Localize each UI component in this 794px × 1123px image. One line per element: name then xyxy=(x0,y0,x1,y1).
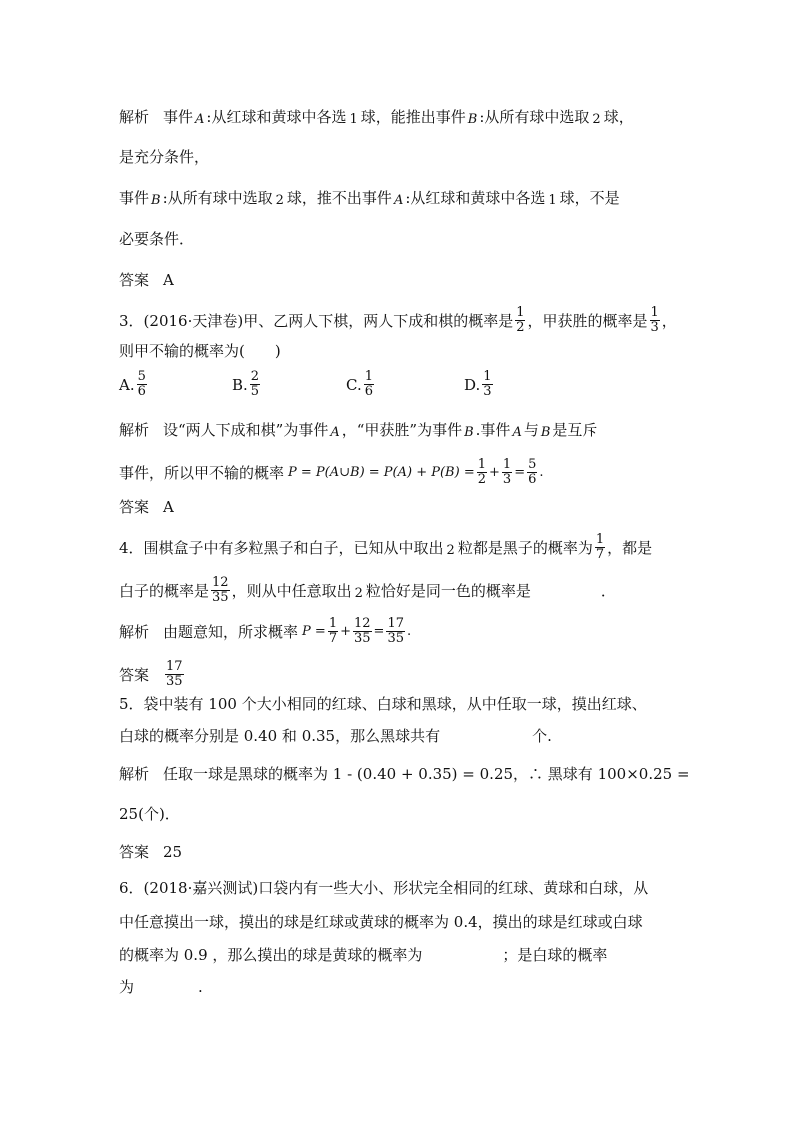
answer-prev: 答案 A xyxy=(119,271,174,289)
solution-tag: 解析 xyxy=(119,108,150,126)
q6-line-3: 的概率为 0.9 ，那么摸出的球是黄球的概率为 ；是白球的概率 xyxy=(119,946,608,964)
q5-line-2: 白球的概率分别是 0.40 和 0.35，那么黑球共有 个. xyxy=(119,727,552,745)
q3-line-1: 3．(2016·天津卷)甲、乙两人下棋，两人下成和棋的概率是 $\frac{1}{2}$ ，甲获胜的概率是 $\frac{1}{3}$ ， xyxy=(119,305,677,335)
solution-prev-line-3: 事件 B :从所有球中选取 2 球，推不出事件 A :从红球和黄球中各选 1 球，不是 xyxy=(119,189,620,208)
q3-solution-line-2: 事件，所以甲不输的概率 P = P(A∪B) = P(A) + P(B) = $\frac{1}{2}$ + $\frac{1}{3}$ = $\frac{5}{6}$ . xyxy=(119,457,544,487)
q5-line-1: 5．袋中装有 100 个大小相同的红球、白球和黑球，从中任取一球，摸出红球、 xyxy=(119,695,647,713)
solution-prev-line-2: 是充分条件， xyxy=(119,148,210,166)
q4-line-2: 白子的概率是 $\frac{12}{35}$ ，则从中任意取出 2 粒恰好是同一色的概率是 ． xyxy=(119,575,616,605)
q6-line-4: 为 . xyxy=(119,978,203,996)
q4-answer: 答案 $\frac{17}{35}$ xyxy=(119,659,183,689)
q3-option-c[interactable]: C. $\frac{1}{6}$ xyxy=(346,369,373,399)
q4-line-1: 4．围棋盒子中有多粒黑子和白子，已知从中取出 2 粒都是黑子的概率为 $\frac{1}{7}$ ，都是 xyxy=(119,532,653,562)
q6-line-2: 中任意摸出一球，摸出的球是红球或黄球的概率为 0.4，摸出的球是红球或白球 xyxy=(119,913,643,931)
q3-solution-line-1: 解析 设“两人下成和棋”为事件 A ，“甲获胜”为事件 B .事件 A 与 B 是互斥 xyxy=(119,421,598,440)
q4-solution: 解析 由题意知，所求概率 P = $\frac{1}{7}$ + $\frac{12}{35}$ = $\frac{17}{35}$ . xyxy=(119,616,412,646)
q5-answer: 答案 25 xyxy=(119,843,183,861)
q3-option-d[interactable]: D. $\frac{1}{3}$ xyxy=(464,369,492,399)
solution-prev-line-1: 解析 事件 A :从红球和黄球中各选 1 球，能推出事件 B :从所有球中选取 2 球， xyxy=(119,108,634,127)
q5-solution-line-1: 解析 任取一球是黑球的概率为 1 - (0.40 + 0.35) = 0.25，∴ 黑球有 100×0.25 = xyxy=(119,765,690,783)
fraction: $\frac{1}{2}$ xyxy=(516,305,525,335)
q3-line-2: 则甲不输的概率为( ) xyxy=(119,342,281,360)
q3-option-a[interactable]: A. $\frac{5}{6}$ xyxy=(119,369,146,399)
fraction: $\frac{1}{3}$ xyxy=(650,305,659,335)
solution-prev-line-4: 必要条件． xyxy=(119,230,195,248)
q5-solution-line-2: 25(个)． xyxy=(119,805,180,823)
q3-option-b[interactable]: B. $\frac{2}{5}$ xyxy=(232,369,260,399)
q6-line-1: 6．(2018·嘉兴测试)口袋内有一些大小、形状完全相同的红球、黄球和白球，从 xyxy=(119,879,649,897)
q3-answer: 答案 A xyxy=(119,498,174,516)
